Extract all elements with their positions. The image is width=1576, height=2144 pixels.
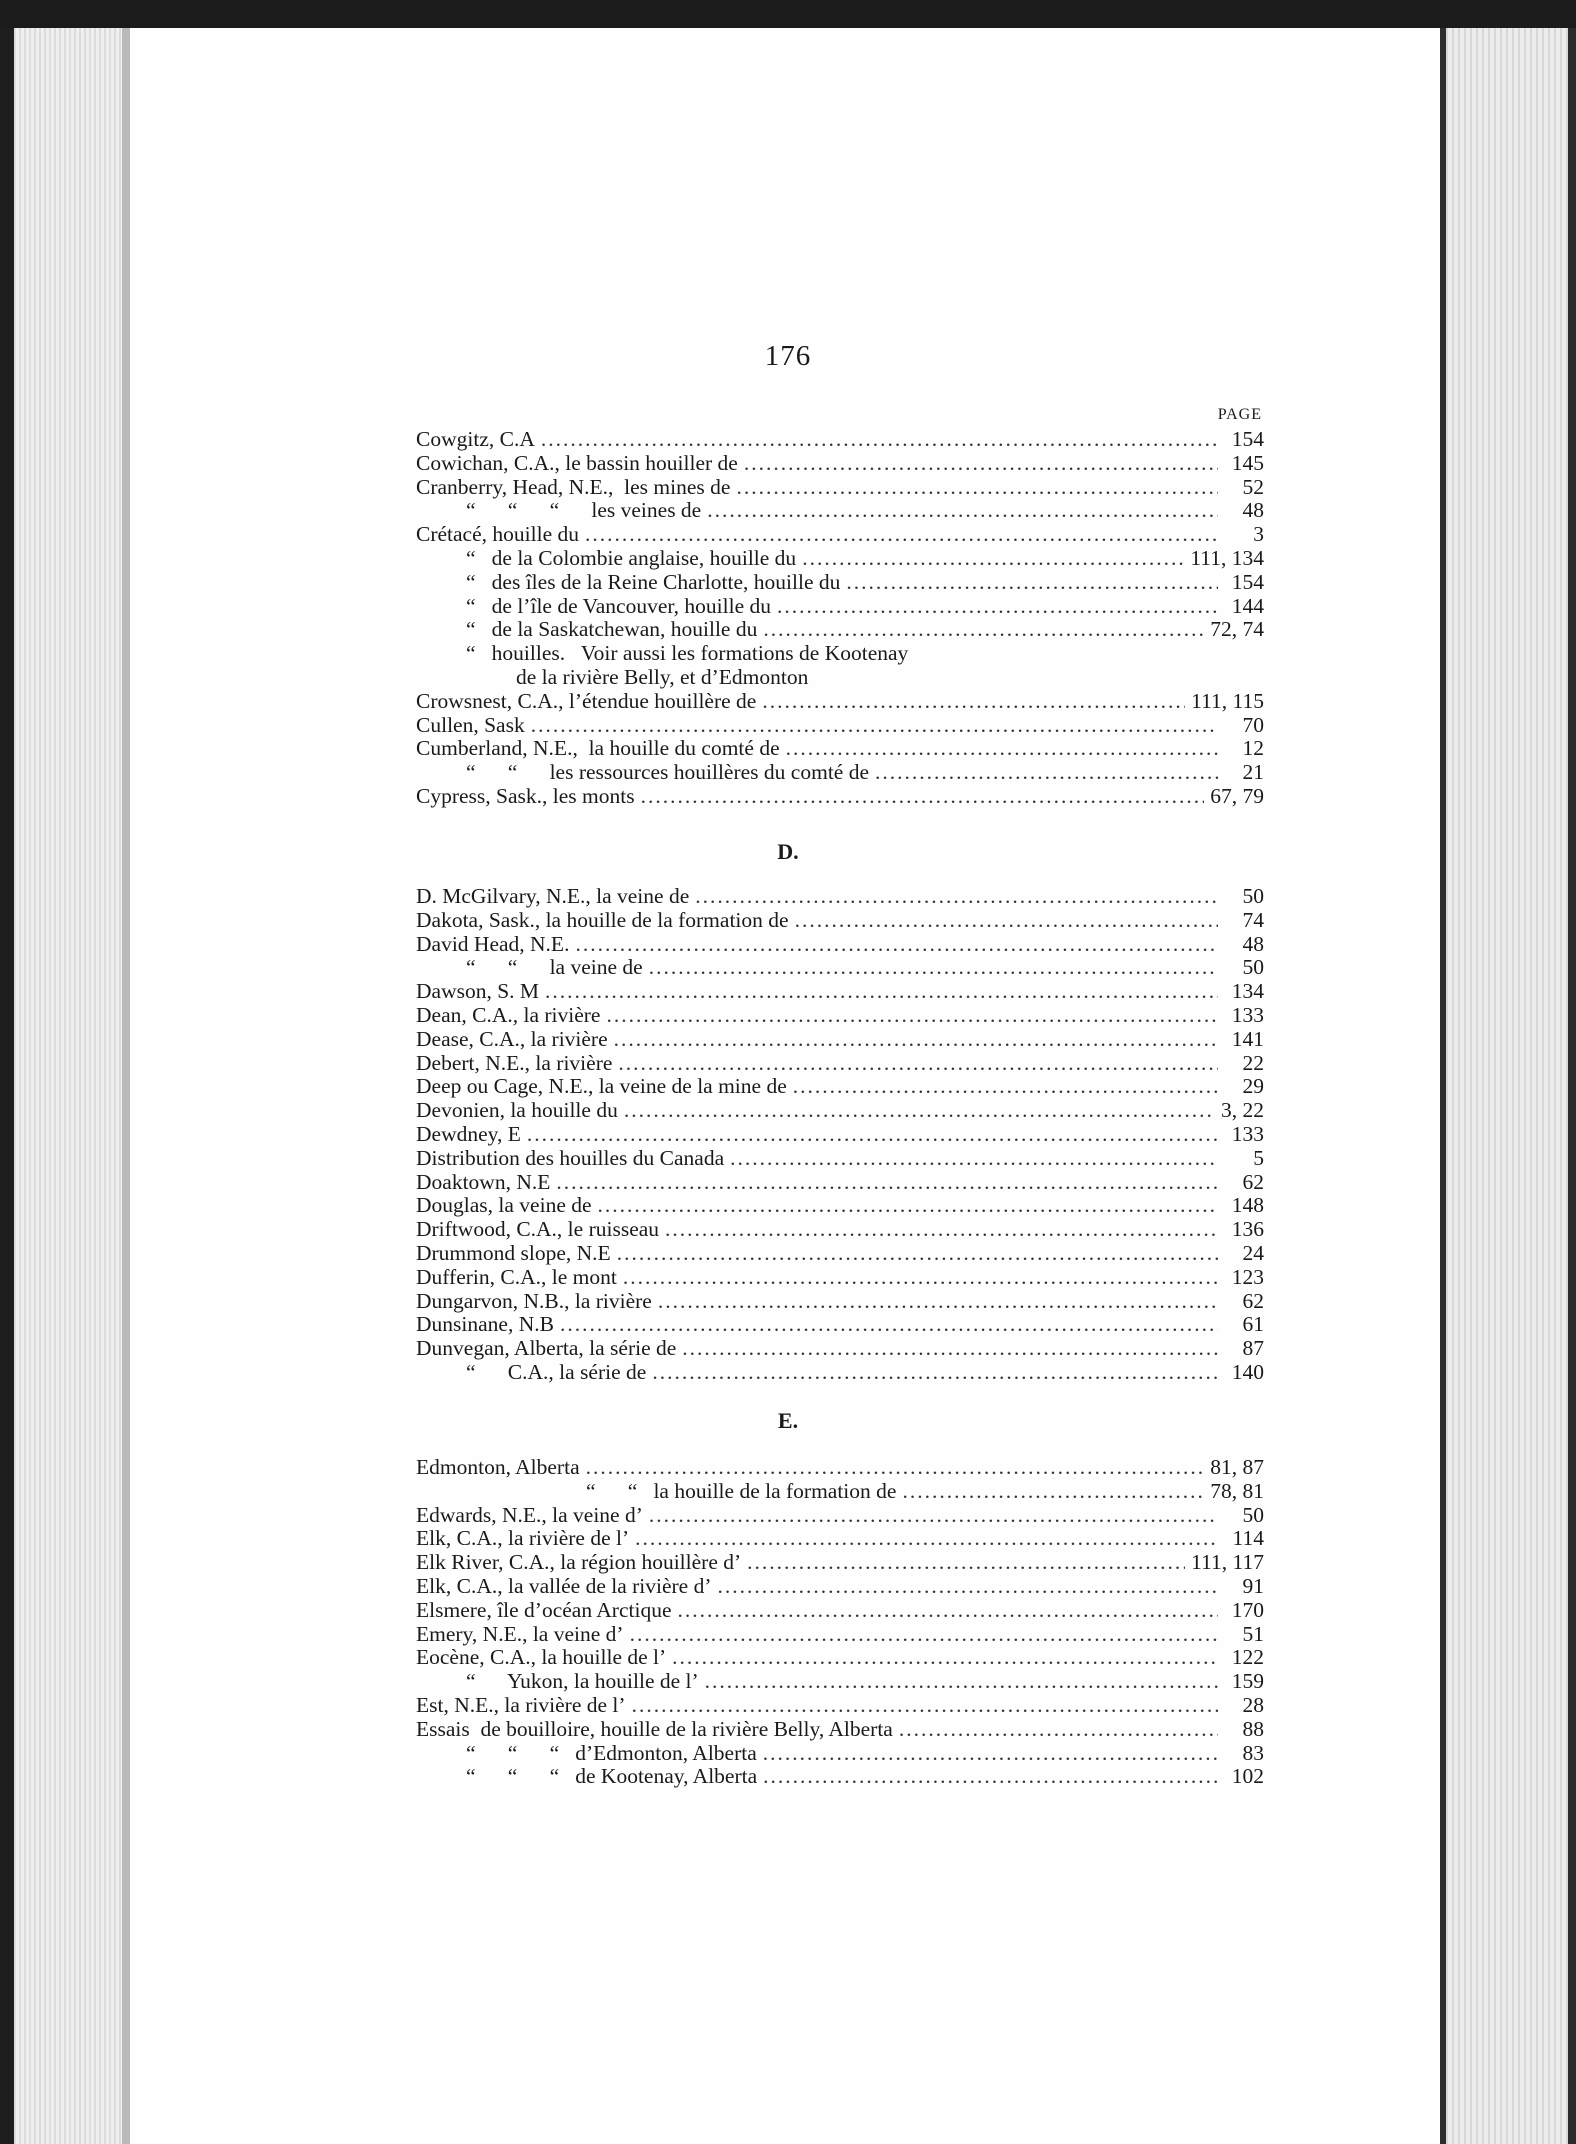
- index-entry: [416, 1336, 1264, 1360]
- index-entry: [416, 1526, 1264, 1550]
- index-entry-page: 5: [1253, 1145, 1264, 1170]
- page-column-label: PAGE: [1217, 406, 1262, 423]
- index-section-e: [416, 1455, 1264, 1788]
- dot-leader: [575, 932, 1218, 957]
- index-entry-term: “ “ les ressources houillères du comté de: [466, 760, 869, 785]
- dot-leader: [649, 955, 1218, 980]
- index-entry-term: “ des îles de la Reine Charlotte, houille du: [466, 569, 841, 594]
- index-entry-page: 51: [1242, 1621, 1264, 1646]
- index-entry-page: 62: [1242, 1288, 1264, 1313]
- index-entry-term: Elk, C.A., la vallée de la rivière d’: [416, 1573, 712, 1598]
- dot-leader: [556, 1170, 1218, 1195]
- index-entry: [416, 641, 1264, 665]
- index-entry: [416, 546, 1264, 570]
- dot-leader: [802, 546, 1184, 571]
- page-number: 176: [764, 340, 812, 372]
- dot-leader: [678, 1598, 1218, 1623]
- index-entry-term: David Head, N.E.: [416, 931, 570, 956]
- dot-leader: [652, 1360, 1218, 1385]
- index-entry: [416, 1645, 1264, 1669]
- index-entry-page: 48: [1242, 498, 1264, 523]
- index-entry-page: 21: [1242, 760, 1264, 785]
- index-entry-term: “ de la Saskatchewan, houille du: [466, 617, 758, 642]
- dot-leader: [598, 1193, 1218, 1218]
- index-entry-term: Dakota, Sask., la houille de la formation de: [416, 907, 789, 932]
- index-entry-page: 159: [1231, 1669, 1264, 1694]
- dot-leader: [736, 475, 1218, 500]
- dot-leader: [617, 1241, 1218, 1266]
- index-entry-term: Essais de bouilloire, houille de la rivière Belly, Alberta: [416, 1716, 893, 1741]
- dot-leader: [527, 1122, 1218, 1147]
- index-entry-page: 154: [1231, 427, 1264, 451]
- scan-top-border: [0, 0, 1576, 28]
- index-entry: [416, 451, 1264, 475]
- index-entry: [416, 1312, 1264, 1336]
- index-entry-page: 3, 22: [1221, 1098, 1264, 1123]
- index-entry: [416, 760, 1264, 784]
- index-entry: [416, 689, 1264, 713]
- index-entry: [416, 1717, 1264, 1741]
- index-entry-page: 140: [1231, 1359, 1264, 1384]
- index-entry: [416, 1170, 1264, 1194]
- index-entry: [416, 427, 1264, 451]
- dot-leader: [875, 760, 1218, 785]
- dot-leader: [846, 570, 1218, 595]
- index-entry-term: Dunsinane, N.B: [416, 1312, 554, 1337]
- index-entry-page: 111, 117: [1191, 1550, 1264, 1575]
- dot-leader: [786, 736, 1218, 761]
- index-entry-term: “ houilles. Voir aussi les formations de Kootenay: [466, 641, 909, 666]
- section-heading-e: E.: [777, 1408, 799, 1433]
- index-entry: [416, 784, 1264, 808]
- index-entry-term: Cullen, Sask: [416, 712, 525, 737]
- index-entry-term: Dawson, S. M: [416, 979, 540, 1004]
- index-entry: [416, 1693, 1264, 1717]
- index-entry: [416, 1122, 1264, 1146]
- index-entry-term: Est, N.E., la rivière de l’: [416, 1692, 626, 1717]
- index-entry-term: “ “ “ de Kootenay, Alberta: [466, 1764, 758, 1789]
- index-entry-term: Emery, N.E., la veine d’: [416, 1621, 624, 1646]
- index-entry-page: 70: [1242, 712, 1264, 737]
- dot-leader: [744, 451, 1218, 476]
- index-entry: [416, 1193, 1264, 1217]
- index-entry-page: 24: [1242, 1240, 1264, 1265]
- index-entry-term: “ Yukon, la houille de l’: [466, 1669, 699, 1694]
- index-entry-page: 74: [1242, 907, 1264, 932]
- index-entry: [416, 1217, 1264, 1241]
- index-entry: [416, 1622, 1264, 1646]
- dot-leader: [707, 498, 1218, 523]
- index-entry: [416, 665, 1264, 689]
- dot-leader: [618, 1051, 1218, 1076]
- index-entry-page: 154: [1231, 569, 1264, 594]
- index-entry-page: 133: [1231, 1002, 1264, 1027]
- dot-leader: [672, 1645, 1218, 1670]
- index-entry: [416, 498, 1264, 522]
- index-entry: [416, 1289, 1264, 1313]
- index-entry: [416, 1146, 1264, 1170]
- index-entry: [416, 736, 1264, 760]
- dot-leader: [665, 1217, 1218, 1242]
- index-entry: [416, 713, 1264, 737]
- dot-leader: [682, 1336, 1218, 1361]
- dot-leader: [630, 1622, 1218, 1647]
- index-entry-term: “ de l’île de Vancouver, houille du: [466, 593, 772, 618]
- dot-leader: [763, 617, 1204, 642]
- index-entry: [416, 1455, 1264, 1479]
- dot-leader: [541, 427, 1218, 452]
- dot-leader: [632, 1693, 1218, 1718]
- dot-leader: [695, 884, 1218, 909]
- index-entry-term: Elsmere, île d’océan Arctique: [416, 1597, 672, 1622]
- dot-leader: [747, 1550, 1185, 1575]
- index-entry-page: 87: [1242, 1336, 1264, 1361]
- index-entry-page: 111, 115: [1191, 688, 1264, 713]
- dot-leader: [649, 1503, 1218, 1528]
- index-entry-page: 102: [1231, 1764, 1264, 1789]
- index-entry: [416, 1265, 1264, 1289]
- index-entry-term: Eocène, C.A., la houille de l’: [416, 1645, 667, 1670]
- index-entry-page: 78, 81: [1210, 1478, 1264, 1503]
- index-entry-term: Dungarvon, N.B., la rivière: [416, 1288, 652, 1313]
- dot-leader: [586, 1455, 1205, 1480]
- index-entry-term: Crétacé, houille du: [416, 522, 579, 547]
- dot-leader: [531, 713, 1218, 738]
- index-entry-page: 72, 74: [1210, 617, 1264, 642]
- index-entry-page: 67, 79: [1210, 783, 1264, 808]
- dot-leader: [763, 1741, 1218, 1766]
- index-entry-term: Dewdney, E: [416, 1121, 521, 1146]
- index-entry: [416, 1360, 1264, 1384]
- dot-leader: [795, 908, 1218, 933]
- index-entry-term: “ C.A., la série de: [466, 1359, 647, 1384]
- index-entry-term: “ “ la houille de la formation de: [586, 1478, 897, 1503]
- index-entry-term: Elk River, C.A., la région houillère d’: [416, 1550, 742, 1575]
- index-entry-page: 61: [1242, 1312, 1264, 1337]
- index-entry: [416, 1479, 1264, 1503]
- index-entry-term: Crowsnest, C.A., l’étendue houillère de: [416, 688, 757, 713]
- index-entry: [416, 1003, 1264, 1027]
- index-entry-term: Edwards, N.E., la veine d’: [416, 1502, 643, 1527]
- index-entry: [416, 932, 1264, 956]
- index-entry: [416, 594, 1264, 618]
- index-entry-page: 111, 134: [1190, 545, 1264, 570]
- index-entry: [416, 1098, 1264, 1122]
- index-entry-page: 134: [1231, 979, 1264, 1004]
- index-entry-page: 29: [1242, 1074, 1264, 1099]
- index-entry-page: 141: [1231, 1026, 1264, 1051]
- index-entry: [416, 979, 1264, 1003]
- index-entry-term: Cranberry, Head, N.E., les mines de: [416, 474, 731, 499]
- index-entry-page: 50: [1242, 884, 1264, 908]
- index-entry: [416, 570, 1264, 594]
- section-heading-d: D.: [777, 839, 799, 864]
- index-entry-page: 88: [1242, 1716, 1264, 1741]
- dot-leader: [614, 1027, 1218, 1052]
- index-entry-page: 52: [1242, 474, 1264, 499]
- index-entry-term: Cypress, Sask., les monts: [416, 783, 635, 808]
- index-entry-term: Doaktown, N.E: [416, 1169, 551, 1194]
- index-entry-page: 145: [1231, 450, 1264, 475]
- dot-leader: [763, 1764, 1218, 1789]
- index-entry-term: “ “ la veine de: [466, 955, 643, 980]
- index-entry-page: 22: [1242, 1050, 1264, 1075]
- dot-leader: [705, 1669, 1218, 1694]
- index-entry-page: 48: [1242, 931, 1264, 956]
- dot-leader: [585, 522, 1218, 547]
- index-entry-term: Dean, C.A., la rivière: [416, 1002, 601, 1027]
- index-section-c: [416, 427, 1264, 808]
- index-entry-page: 3: [1253, 522, 1264, 547]
- index-entry: [416, 1741, 1264, 1765]
- dot-leader: [902, 1479, 1204, 1504]
- dot-leader: [793, 1074, 1218, 1099]
- index-entry: [416, 908, 1264, 932]
- dot-leader: [641, 784, 1205, 809]
- index-entry-page: 148: [1231, 1193, 1264, 1218]
- index-entry: [416, 1550, 1264, 1574]
- index-entry: [416, 1241, 1264, 1265]
- index-entry-term: Douglas, la veine de: [416, 1193, 592, 1218]
- index-entry: [416, 1764, 1264, 1788]
- dot-leader: [635, 1526, 1218, 1551]
- index-entry-term: Edmonton, Alberta: [416, 1455, 580, 1479]
- index-entry-term: Devonien, la houille du: [416, 1098, 618, 1123]
- index-entry-term: Dunvegan, Alberta, la série de: [416, 1336, 677, 1361]
- index-entry: [416, 475, 1264, 499]
- index-entry-term: Distribution des houilles du Canada: [416, 1145, 725, 1170]
- index-entry: [416, 1574, 1264, 1598]
- index-entry-page: 114: [1232, 1526, 1264, 1551]
- dot-leader: [560, 1312, 1218, 1337]
- index-entry-term: Deep ou Cage, N.E., la veine de la mine de: [416, 1074, 787, 1099]
- index-entry-term: Elk, C.A., la rivière de l’: [416, 1526, 630, 1551]
- dot-leader: [624, 1098, 1215, 1123]
- index-entry-page: 83: [1242, 1740, 1264, 1765]
- index-entry: [416, 1051, 1264, 1075]
- index-entry-page: 91: [1242, 1573, 1264, 1598]
- index-entry: [416, 1503, 1264, 1527]
- dot-leader: [718, 1574, 1218, 1599]
- index-entry-page: 62: [1242, 1169, 1264, 1194]
- index-entry-page: 12: [1242, 736, 1264, 761]
- index-entry: [416, 1074, 1264, 1098]
- index-entry-page: 144: [1231, 593, 1264, 618]
- index-entry: [416, 884, 1264, 908]
- index-entry-term: Cumberland, N.E., la houille du comté de: [416, 736, 780, 761]
- index-entry-term: Cowgitz, C.A: [416, 427, 535, 451]
- index-entry-page: 170: [1231, 1597, 1264, 1622]
- index-entry-term: Drummond slope, N.E: [416, 1240, 611, 1265]
- index-entry: [416, 617, 1264, 641]
- index-entry-term: Driftwood, C.A., le ruisseau: [416, 1217, 660, 1242]
- index-entry-term: “ “ “ d’Edmonton, Alberta: [466, 1740, 757, 1765]
- index-entry-page: 50: [1242, 955, 1264, 980]
- index-entry-term: de la rivière Belly, et d’Edmonton: [516, 664, 809, 689]
- index-entry-page: 81, 87: [1210, 1455, 1264, 1479]
- dot-leader: [623, 1265, 1218, 1290]
- index-entry: [416, 1027, 1264, 1051]
- index-section-d: [416, 884, 1264, 1384]
- dot-leader: [606, 1003, 1218, 1028]
- index-entry-page: 123: [1231, 1264, 1264, 1289]
- dot-leader: [762, 689, 1185, 714]
- dot-leader: [730, 1146, 1218, 1171]
- index-entry-term: Dease, C.A., la rivière: [416, 1026, 608, 1051]
- index-entry: [416, 1669, 1264, 1693]
- index-entry-page: 133: [1231, 1121, 1264, 1146]
- index-entry-term: Cowichan, C.A., le bassin houiller de: [416, 450, 738, 475]
- index-entry-term: “ de la Colombie anglaise, houille du: [466, 545, 797, 570]
- dot-leader: [658, 1289, 1218, 1314]
- index-entry-page: 122: [1231, 1645, 1264, 1670]
- index-entry: [416, 955, 1264, 979]
- index-entry-page: 50: [1242, 1502, 1264, 1527]
- index-entry-term: Dufferin, C.A., le mont: [416, 1264, 617, 1289]
- index-entry-page: 28: [1242, 1692, 1264, 1717]
- index-entry-term: Debert, N.E., la rivière: [416, 1050, 613, 1075]
- index-entry-term: D. McGilvary, N.E., la veine de: [416, 884, 690, 908]
- index-entry-page: 136: [1231, 1217, 1264, 1242]
- dot-leader: [899, 1717, 1218, 1742]
- index-entry: [416, 1598, 1264, 1622]
- dot-leader: [777, 594, 1218, 619]
- dot-leader: [545, 979, 1218, 1004]
- index-entry: [416, 522, 1264, 546]
- index-entry-term: “ “ “ les veines de: [466, 498, 702, 523]
